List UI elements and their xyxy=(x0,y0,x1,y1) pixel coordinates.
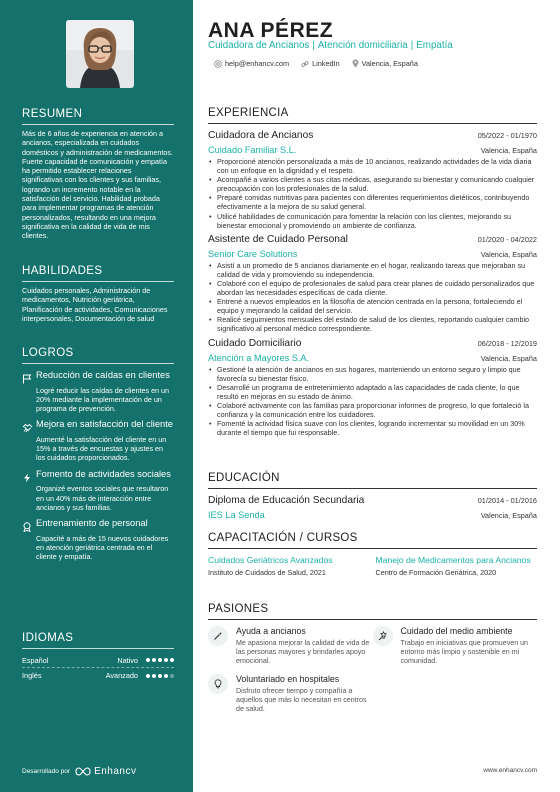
headline-role: Empatía xyxy=(416,40,453,51)
language-rating xyxy=(146,674,174,678)
job-bullet: • Utilicé habilidades de comunicación para fomentar la relación con los clientes, mejorando su bienestar emocional y promoviendo un ambiente de confianza. xyxy=(208,212,537,230)
bolt-icon xyxy=(22,469,36,512)
languages-heading: IDIOMAS xyxy=(22,632,174,649)
school-name: IES La Senda xyxy=(208,510,265,520)
job-title: Cuidadora de Ancianos xyxy=(208,130,314,141)
company-name: Cuidado Familiar S.L. xyxy=(208,145,297,155)
job-bullet: • Gestioné la atención de ancianos en sus hogares, manteniendo un entorno seguro y limpio que favorecía su bienestar físico. xyxy=(208,365,537,383)
job-bullet: • Colaboré con el equipo de profesionales de salud para crear planes de cuidado personalizados que abordan las necesidades específicas de cada cliente. xyxy=(208,279,537,297)
handshake-icon xyxy=(22,419,36,462)
education-dates: 01/2014 - 01/2016 xyxy=(477,496,537,505)
job-bullet: • Entrené a nuevos empleados en la filosofía de atención centrada en la persona, fortaleciendo el equipo y mejorando la calidad del servicio. xyxy=(208,297,537,315)
contact-bar xyxy=(214,59,418,68)
job-bullet: • Asistí a un promedio de 5 ancianos diariamente en el hogar, realizando tareas que mejoraban su calidad de vida y promoviendo su independencia. xyxy=(208,261,537,279)
location-pin-icon xyxy=(352,59,359,68)
course-title: Manejo de Medicamentos para Ancianos xyxy=(375,555,531,565)
link-icon xyxy=(301,60,309,68)
job-bullet: • Preparé comidas nutritivas para pacientes con diferentes requerimientos dietéticos, contribuyendo efectivamente a la mejora de su salud general. xyxy=(208,193,537,211)
magic-wand-icon xyxy=(208,626,228,646)
achievement-desc: Aumenté la satisfacción del cliente en un 15% a través de encuestas y ajustes en los cuidados proporcionados. xyxy=(36,434,167,463)
summary-section xyxy=(22,108,174,241)
language-name: Español xyxy=(22,655,49,665)
job-bullet: • Proporcioné atención personalizada a más de 10 ancianos, realizando actividades de la vida diaria con un enfoque en la dignidad y el respeto. xyxy=(208,157,537,175)
lightbulb-icon xyxy=(208,674,228,694)
job-bullets xyxy=(208,261,537,334)
achievement-item xyxy=(22,370,174,413)
job-bullets xyxy=(208,365,537,438)
passions-section xyxy=(208,603,537,722)
job-bullet: • Acompañé a varios clientes a sus citas médicas, asegurando su bienestar y comunicando cualquier preocupación con los profesionales de la salud. xyxy=(208,175,537,193)
job-entry xyxy=(208,234,537,334)
headline-role: Atención domiciliaria xyxy=(317,40,408,51)
course-title: Cuidados Geriátricos Avanzados xyxy=(208,555,333,565)
achievement-desc: Logré reducir las caídas de clientes en un 20% mediante la implementación de un programa de prevención. xyxy=(36,385,170,414)
job-bullet: • Desarrollé un programa de entretenimiento adaptado a las capacidades de cada cliente, lo que resultó en mejoras en su estado de ánimo. xyxy=(208,383,537,401)
sidebar xyxy=(0,0,193,792)
course-institution: Instituto de Cuidados de Salud, 2021 xyxy=(208,568,326,577)
passion-desc: Me apasiona mejorar la calidad de vida de las personas mayores y brindarles apoyo emocional. xyxy=(236,639,370,665)
achievement-desc: Organizé eventos sociales que resultaron en un 40% más de interacción entre ancianos y sus familias. xyxy=(36,484,169,512)
language-name: Inglés xyxy=(22,671,42,680)
language-rating xyxy=(146,658,174,662)
footer-credit xyxy=(22,766,136,777)
passion-title: Cuidado del medio ambiente xyxy=(400,626,513,636)
summary-text: Más de 6 años de experiencia en atención a ancianos, especializada en cuidados domésticos y administración de medicamentos. Fuerte capacidad de comunicación y empatía ha permitido establecer relaciones significativas con los clientes y sus familias, logrando un incremento notable en la satisfacción del servicio. Habilidad probada para implementar programas de atención personalizados, resultando en una mejora significativa en la calidad de vida de mis clientes. xyxy=(22,129,174,241)
job-location: Valencia, España xyxy=(480,353,537,363)
candidate-name: ANA PÉREZ xyxy=(208,19,334,42)
job-title: Asistente de Cuidado Personal xyxy=(208,233,348,245)
at-icon xyxy=(214,60,222,68)
passion-item xyxy=(373,626,538,666)
school-location: Valencia, España xyxy=(480,511,537,520)
footer-website[interactable]: www.enhancv.com xyxy=(483,767,537,774)
headline-role: Cuidadora de Ancianos xyxy=(208,40,310,51)
courses-section xyxy=(208,532,537,577)
job-dates: 06/2018 - 12/2019 xyxy=(477,338,537,348)
achievement-desc: Capacité a más de 15 nuevos cuidadores en atención geriátrica centrada en el cliente y empatía. xyxy=(36,533,169,562)
passion-title: Voluntariado en hospitales xyxy=(236,674,340,684)
education-section xyxy=(208,472,537,520)
summary-heading: RESUMEN xyxy=(22,108,174,125)
passion-desc: Trabajo en iniciativas que promueven un entorno más limpio y sostenible en mi comunidad. xyxy=(400,639,529,665)
job-dates: 01/2020 - 04/2022 xyxy=(477,234,537,244)
passion-item xyxy=(208,626,373,666)
company-name: Senior Care Solutions xyxy=(208,248,298,259)
job-bullets xyxy=(208,157,537,230)
achievement-item xyxy=(22,419,174,462)
job-dates: 05/2022 - 01/1970 xyxy=(477,131,537,140)
degree-title: Diploma de Educación Secundaria xyxy=(208,495,365,506)
job-location: Valencia, España xyxy=(480,146,537,155)
achievements-heading: LOGROS xyxy=(22,347,174,364)
job-bullet: • Realicé seguimientos mensuales del estado de salud de los clientes, reportando cualquier cambio significativo al personal médico correspondiente. xyxy=(208,315,537,333)
languages-section xyxy=(22,632,174,683)
skills-section xyxy=(22,265,174,323)
language-level: Avanzado xyxy=(105,671,138,680)
enhancv-logo[interactable] xyxy=(75,766,136,777)
star-hand-icon xyxy=(373,626,393,646)
headline: Cuidadora de Ancianos | Atención domiciliaria | Empatía xyxy=(208,40,453,51)
job-location: Valencia, España xyxy=(480,249,537,259)
linkedin-contact[interactable]: LinkedIn xyxy=(301,59,340,68)
profile-photo xyxy=(66,20,134,88)
course-institution: Centro de Formación Geriátrica, 2020 xyxy=(375,568,497,577)
passion-desc: Disfruto ofrecer tiempo y compañía a aquellos que más lo necesitan en centros de salud. xyxy=(236,687,367,713)
job-bullet: • Colaboré activamente con las familias para proporcionar informes de progreso, lo que fortaleció la confianza y la comunicación entre los cuidadores. xyxy=(208,401,537,419)
medal-icon xyxy=(22,518,36,561)
flag-icon xyxy=(22,370,36,413)
courses-heading: CAPACITACIÓN / CURSOS xyxy=(208,532,537,549)
powered-by-text: Desarrollado por xyxy=(22,768,71,775)
course-item xyxy=(208,555,370,577)
course-item xyxy=(370,555,538,577)
job-title: Cuidado Domiciliario xyxy=(208,337,302,349)
achievement-item xyxy=(22,469,174,512)
language-level: Nativo xyxy=(117,655,138,665)
email-contact[interactable]: help@enhancv.com xyxy=(214,59,289,68)
passion-item xyxy=(208,674,373,714)
achievement-title: Entrenamiento de personal xyxy=(36,518,148,529)
education-heading: EDUCACIÓN xyxy=(208,472,537,489)
location-contact: Valencia, España xyxy=(352,59,418,68)
language-row xyxy=(22,668,174,683)
experience-heading: EXPERIENCIA xyxy=(208,107,537,124)
passion-title: Ayuda a ancianos xyxy=(236,626,306,636)
achievements-section xyxy=(22,347,174,562)
brand-name: Enhancv xyxy=(94,766,137,777)
achievement-item xyxy=(22,518,174,561)
achievement-title: Fomento de actividades sociales xyxy=(36,468,171,479)
experience-section xyxy=(208,107,537,441)
job-entry xyxy=(208,338,537,438)
infinity-icon xyxy=(75,767,91,776)
company-name: Atención a Mayores S.A. xyxy=(208,352,310,363)
job-entry xyxy=(208,130,537,230)
achievement-title: Reducción de caídas en clientes xyxy=(36,370,170,380)
achievement-title: Mejora en satisfacción del cliente xyxy=(36,419,173,430)
skills-text: Cuidados personales, Administración de medicamentos, Nutrición geriátrica, Planificación de actividades, Comunicaciones interpersonales, Documentación de salud xyxy=(22,286,168,323)
passions-heading: PASIONES xyxy=(208,603,537,620)
skills-heading: HABILIDADES xyxy=(22,265,174,282)
language-row xyxy=(22,653,174,668)
job-bullet: • Fomenté la actividad física suave con los clientes, logrando incrementar su movilidad en un 30% durante el tiempo que fui responsable. xyxy=(208,419,537,437)
